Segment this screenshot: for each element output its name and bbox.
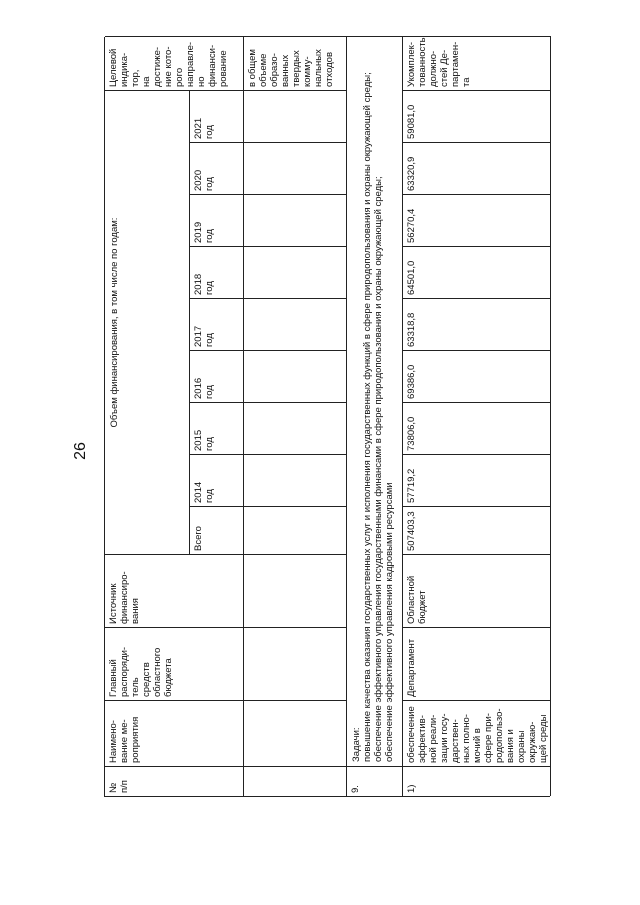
rotated-table-page (104, 34, 554, 797)
row9-tasks-label: Задачи: (351, 727, 362, 762)
header-financing-volume: Объем финансирования, в том числе по годам: (105, 90, 190, 554)
row1-year-2019: 56270,4 (403, 194, 551, 246)
row1-year-2015: 73806,0 (403, 402, 551, 454)
prev-row-2016 (244, 350, 347, 402)
header-measure-name: Наимено- вание ме- роприятия (105, 700, 244, 766)
prev-row-2020 (244, 142, 347, 194)
header-year-2020: 2020 год (190, 142, 244, 194)
row1-funding-source: Областной бюджет (403, 554, 551, 627)
prev-row-manager (244, 627, 347, 700)
header-year-2014: 2014 год (190, 454, 244, 506)
header-year-2016: 2016 год (190, 350, 244, 402)
row1-year-2017: 63318,8 (403, 298, 551, 350)
row9-task-1: повышение качества оказания государственных услуг и исполнения государственных функций в сфере природопользования и охраны окружающей среды; (362, 72, 373, 762)
prev-row-2018 (244, 246, 347, 298)
row9-number: 9. (347, 766, 403, 796)
header-funding-source: Источник финансиро- вания (105, 554, 244, 627)
header-year-2019: 2019 год (190, 194, 244, 246)
header-year-2017: 2017 год (190, 298, 244, 350)
page-number: 26 (72, 442, 89, 460)
header-year-2018: 2018 год (190, 246, 244, 298)
row1-number: 1) (403, 766, 551, 796)
header-year-2021: 2021 год (190, 90, 244, 142)
financing-table (104, 37, 550, 797)
row9-task-3: обеспечение эффективного управления кадровыми ресурсами (384, 482, 395, 762)
row1-year-2021: 59081,0 (403, 90, 551, 142)
row1-year-2018: 64501,0 (403, 246, 551, 298)
row9-task-2: обеспечение эффективного управления государственными финансами в сфере природопользования и охраны окружающей среды; (373, 176, 384, 762)
prev-row-target: в общем объеме образо- ванных твердых комму- нальных отходов (244, 36, 347, 90)
header-year-2015: 2015 год (190, 402, 244, 454)
prev-row-name (244, 700, 347, 766)
row1-target-indicator: Укомплек- тованность должно- стей Де- партамен- та (403, 36, 551, 90)
prev-row-2015 (244, 402, 347, 454)
prev-row-2021 (244, 90, 347, 142)
row1-year-2014: 57719,2 (403, 454, 551, 506)
prev-row-total (244, 506, 347, 554)
row1-budget-manager: Департамент (403, 627, 551, 700)
header-target-indicator: Целевой индика- тор, на достиже- ние кото- рого направле- но финанси- рование (105, 36, 244, 90)
row1-year-2020: 63320,9 (403, 142, 551, 194)
prev-row-2014 (244, 454, 347, 506)
header-total: Всего (190, 506, 244, 554)
row1-measure-name: обеспечение эффектив- ной реали- зации госу- дарствен- ных полно- мочий в сфере при- родопользо- вания и охраны окружаю- щей среды (403, 700, 551, 766)
prev-row-source (244, 554, 347, 627)
row1-total: 507403,3 (403, 506, 551, 554)
prev-row-2019 (244, 194, 347, 246)
prev-row-2017 (244, 298, 347, 350)
row1-year-2016: 69386,0 (403, 350, 551, 402)
header-budget-manager: Главный распоряди- тель средств областного бюджета (105, 627, 244, 700)
prev-row-number (244, 766, 347, 796)
header-number: № п/п (105, 766, 244, 796)
